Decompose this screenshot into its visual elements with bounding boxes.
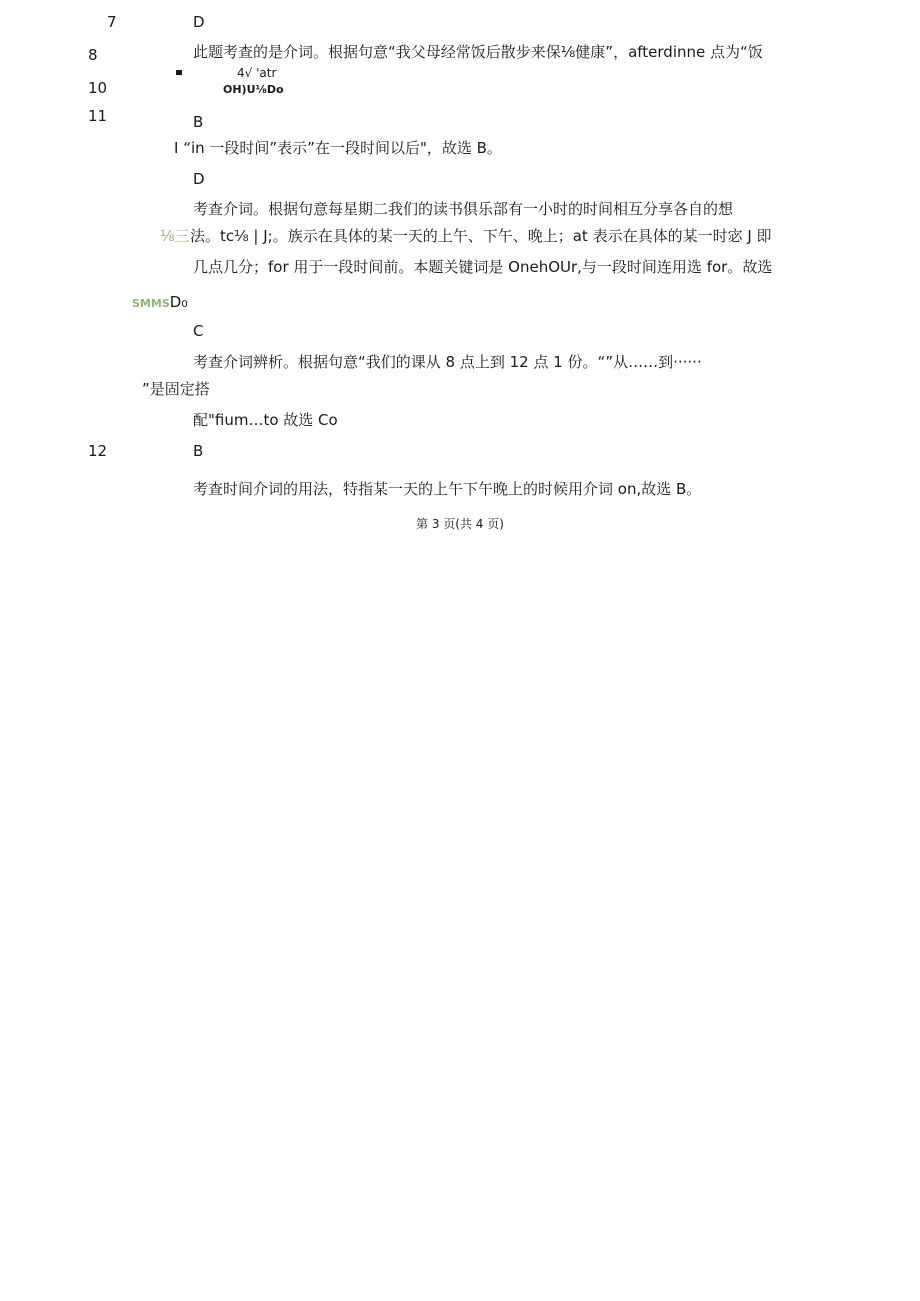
q11-marker [132,293,188,314]
q8-explanation: 此题考查的是介词。根据句意“我父母经常饭后散步来保⅛健康”，afterdinne 点为“饭 [193,43,763,61]
q11-marker-sub: 0 [181,299,188,310]
q7-answer: D [193,13,205,31]
q11-answer-d: D [193,170,205,188]
q10-fragment: OH)U⅛Do [223,83,284,96]
q11-explanation-e: ”是固定搭 [142,380,210,398]
q12-explanation: 考查时间介词的用法，特指某一天的上午下午晚上的时候用介词 on,故选 B。 [193,480,702,498]
q11-explanation-c: 几点几分；for 用于一段时间前。本题关键词是 OnehOUr,与一段时间连用选 for。故选 [193,258,773,276]
q12-answer: B [193,442,204,460]
q11-marker-text: SMMS [132,297,170,310]
q11-in-explanation: I “in 一段时间”表示”在一段时间以后"，故选 B。 [174,139,502,157]
q11-green-prefix: ⅛三 [160,227,190,245]
q11-explanation-f: 配"fium…to 故选 Co [193,411,338,429]
q12-number: 12 [88,442,108,460]
q11-answer-c: C [193,322,204,340]
q11-number: 11 [88,107,108,125]
q11-explanation-d: 考查介词辨析。根据句意“我们的课从 8 点上到 12 点 1 份。“”从……到······ [193,353,702,371]
page-footer: 第 3 页(共 4 页) [416,517,504,531]
q11-explanation-a: 考查介词。根据句意每星期二我们的读书俱乐部有一小时的时间相互分享各自的想 [193,200,734,218]
q8-fragment: 4√ 'atr [237,66,277,80]
q11-answer-b: B [193,113,204,131]
dash-marker [176,70,182,75]
q11-explanation-b: 法。tc⅛ | J;。族示在具体的某一天的上午、下午、晚上；at 表示在具体的某一时宓 J 即 [190,227,772,245]
q11-marker-d: D [169,293,182,311]
q10-number: 10 [88,79,108,97]
q8-number: 8 [88,46,98,64]
q7-number: 7 [107,13,117,31]
